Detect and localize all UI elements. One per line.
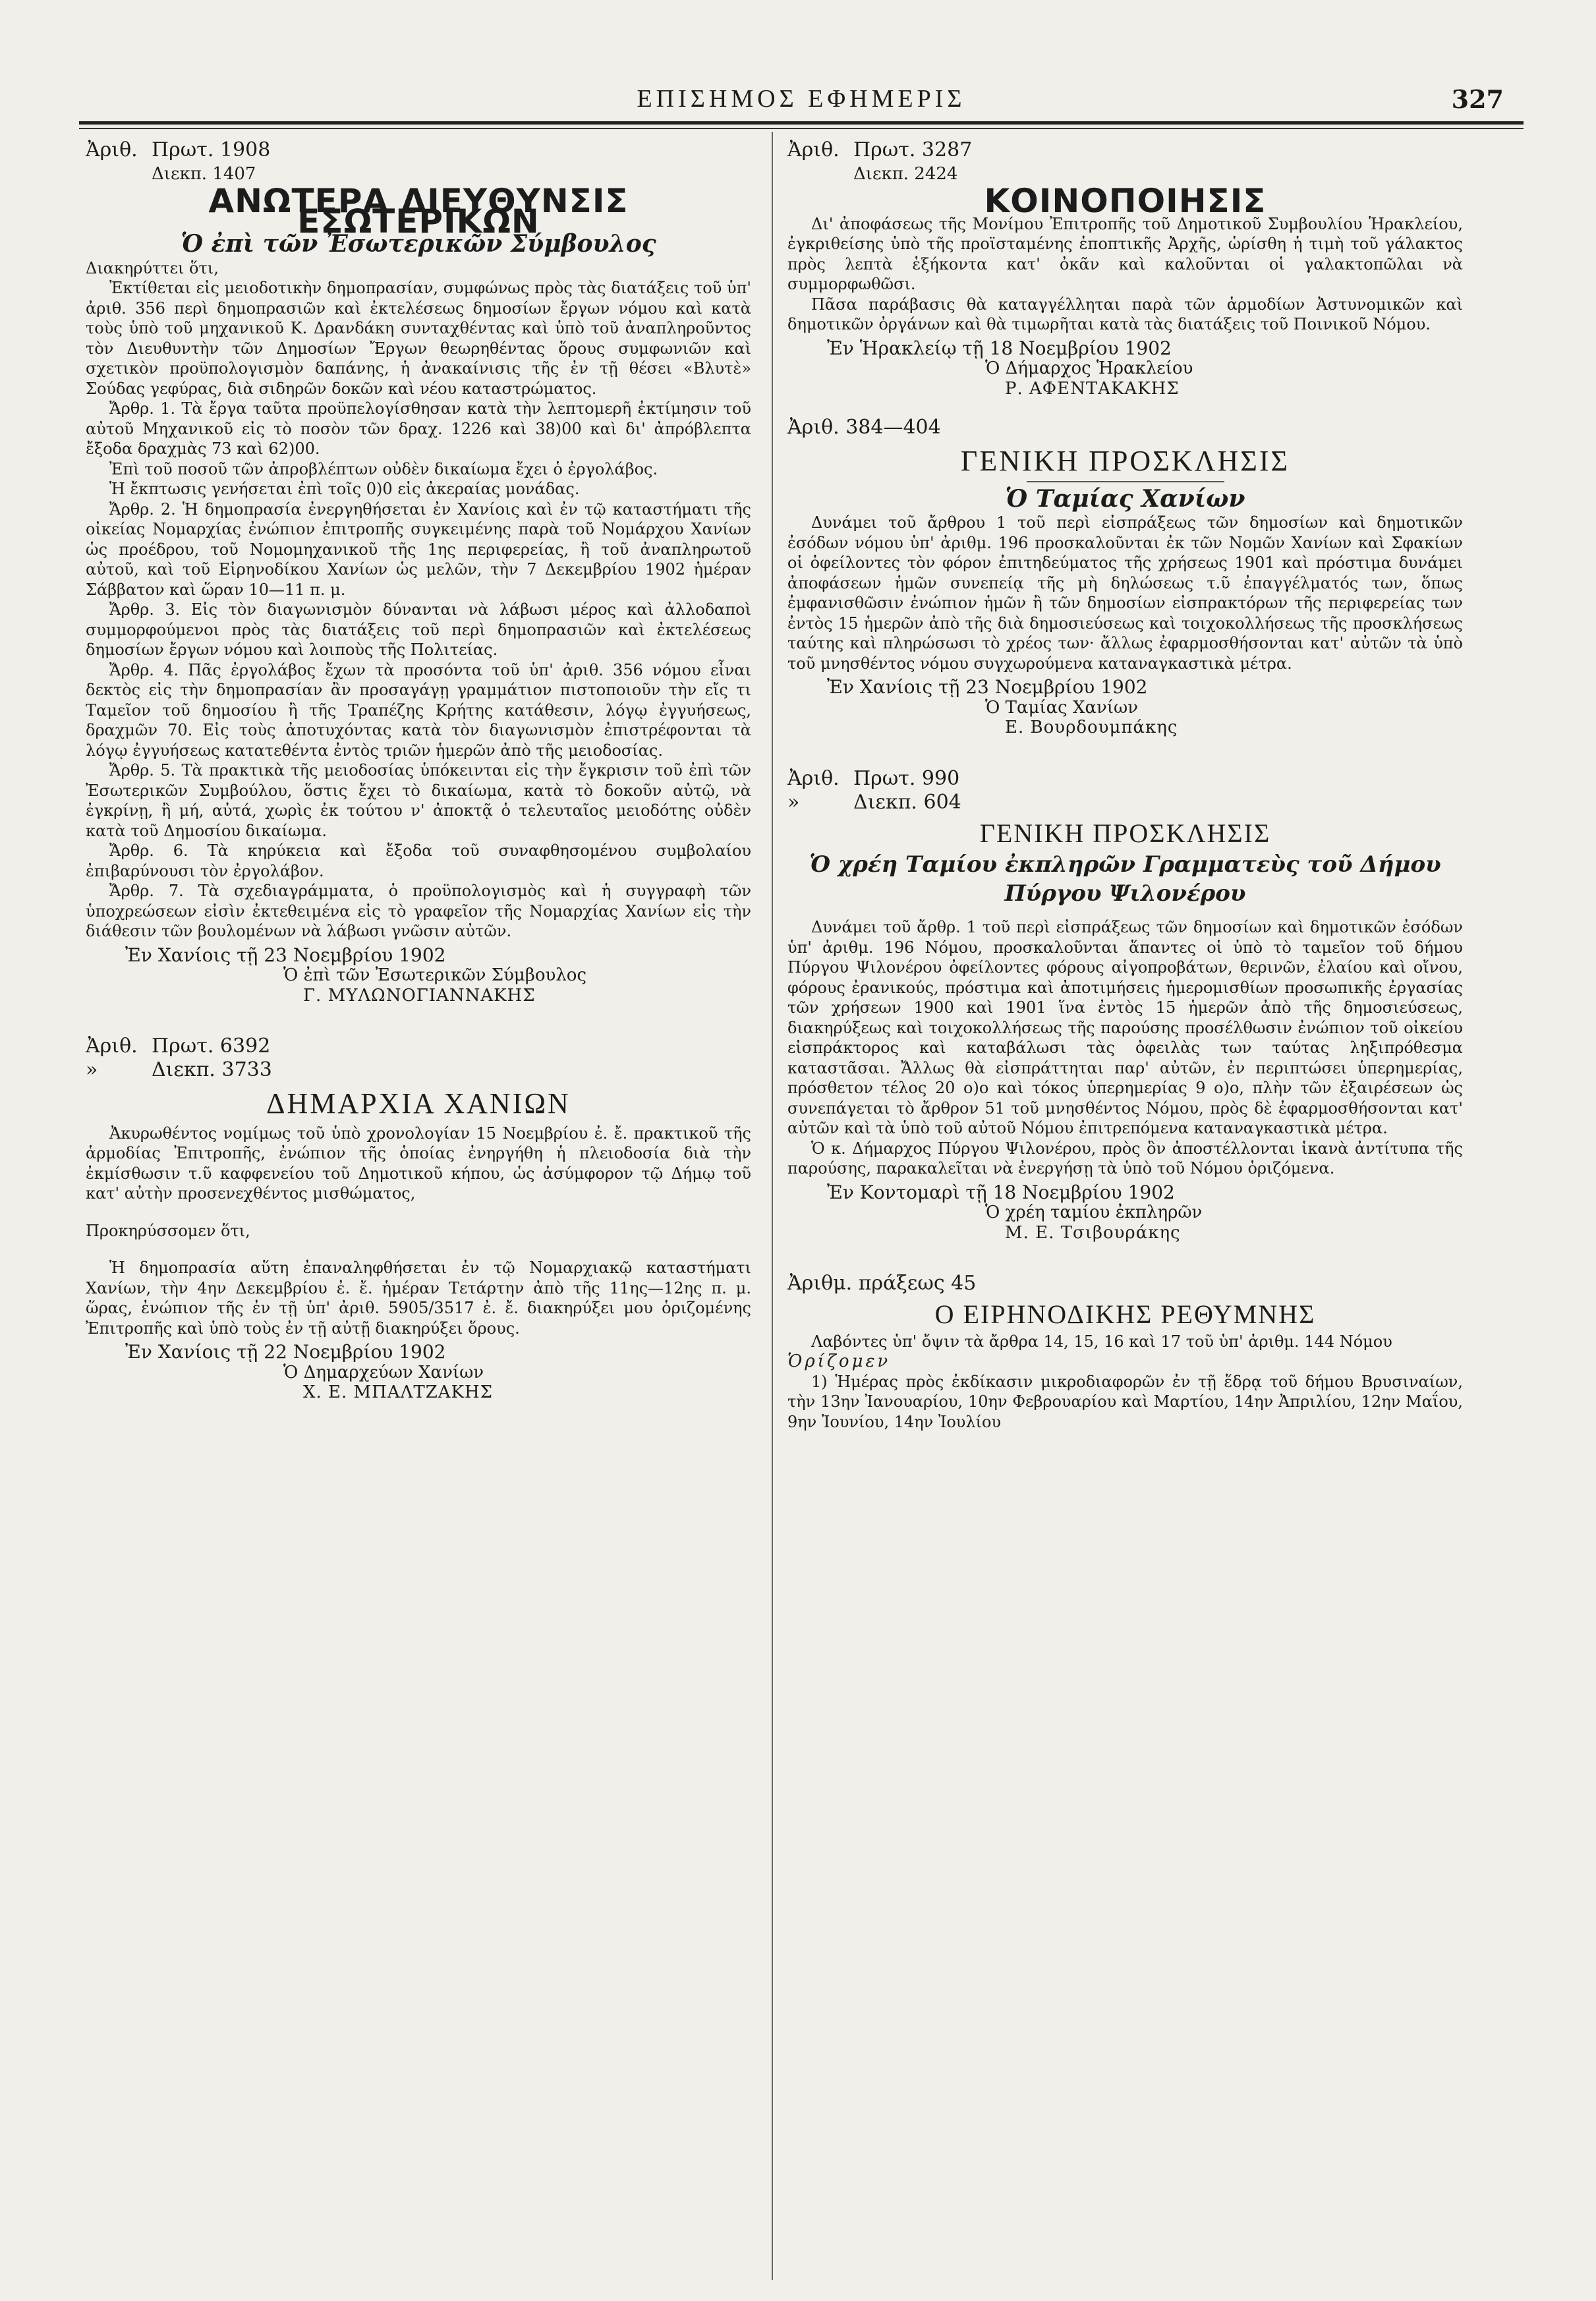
notice1-ref	[86, 138, 751, 186]
notice5-ref	[787, 767, 1463, 814]
divider	[1027, 481, 1224, 482]
ref-label: Ἀριθ.	[86, 1035, 138, 1058]
ref-prot: Πρωτ. 990	[853, 766, 960, 790]
header-rule	[79, 121, 1524, 125]
notice1-article1c: Ἡ ἔκπτωσις γενήσεται ἐπὶ τοῖς 0)0 εἰς ἀκεραίας μονάδας.	[109, 480, 580, 498]
notice1-article1: Ἄρθρ. 1. Τὰ ἔργα ταῦτα προϋπελογίσθησαν κατὰ τὴν λεπτομερῆ ἐκτίμησιν τοῦ αὐτοῦ Μηχανικοῦ εἰς τὸ ποσὸν τῶν δραχ. 1226 καὶ 38)00 καὶ δι' ἀπρόβλεπτα ἔξοδα δραχμὰς 73 καὶ 62)00.	[86, 399, 751, 458]
notice5-signature-title: Ὁ χρέη ταμίου ἐκπληρῶν	[985, 1203, 1203, 1222]
notice2-ref	[86, 1035, 751, 1082]
ref-mark: »	[787, 790, 800, 814]
notice1-article5: Ἄρθρ. 5. Τὰ πρακτικὰ τῆς μειοδοσίας ὑπόκεινται εἰς τὴν ἔγκρισιν τοῦ ἐπὶ τῶν Ἐσωτερικῶν Συμβούλου, ὅστις ἔχει τὸ δικαίωμα, κατὰ τὸ δοκοῦν αὐτῷ, νὰ ἐγκρίνῃ, ἢ μή, αὐτά, χωρὶς ἐκ τούτου ν' ἀποκτᾷ ὁ τελευταῖος μειοδότης οὐδὲν κατὰ τοῦ Δημοσίου δικαίωμα.	[86, 761, 751, 840]
notice3-paragraph2: Πᾶσα παράβασις θὰ καταγγέλληται παρὰ τῶν ἁρμοδίων Ἀστυνομικῶν καὶ δημοτικῶν ὀργάνων καὶ θὰ τιμωρῆται κατὰ τὰς διατάξεις τοῦ Ποινικοῦ Νόμου.	[787, 295, 1463, 333]
ref-prot: Πρωτ. 1908	[152, 138, 271, 161]
ref-label: Ἀριθ.	[787, 766, 840, 790]
notice1-heading: ΑΝΩΤΕΡΑ ΔΙΕΥΘΥΝΣΙΣ ΕΣΩΤΕΡΙΚΩΝ	[208, 182, 629, 241]
notice1-article3: Ἄρθρ. 3. Εἰς τὸν διαγωνισμὸν δύνανται νὰ λάβωσι μέρος καὶ ἀλλοδαποὶ συμμορφούμενοι πρὸς τὰς διατάξεις τοῦ περὶ δημοπρασιῶν καὶ ἐκτελέσεως δημοσίων ἔργων νόμου καὶ λοιποὺς τῆς Πολιτείας.	[86, 600, 751, 659]
notice6-ref: Ἀριθμ. πράξεως 45	[787, 1272, 977, 1295]
ref-label: Ἀριθ.	[86, 138, 138, 161]
page-number: 327	[1451, 84, 1504, 114]
notice6-paragraph2: 1) Ἡμέρας πρὸς ἐκδίκασιν μικροδιαφορῶν ἐν τῇ ἕδρᾳ τοῦ δήμου Βρυσιναίων, τὴν 13ην Ἰανουαρίου, 10ην Φεβρουαρίου καὶ Μαρτίου, 14ην Ἀπριλίου, 12ην Μαΐου, 9ην Ἰουνίου, 14ην Ἰουλίου	[787, 1372, 1463, 1431]
notice3-signature-title: Ὁ Δήμαρχος Ἡρακλείου	[985, 358, 1193, 378]
notice2-signature-title: Ὁ Δημαρχεύων Χανίων	[283, 1362, 484, 1382]
notice3-paragraph: Δι' ἀποφάσεως τῆς Μονίμου Ἐπιτροπῆς τοῦ Δημοτικοῦ Συμβουλίου Ἡρακλείου, ἐγκριθείσης ὑπὸ τῆς προϊσταμένης ἐποπτικῆς Ἀρχῆς, ὡρίσθη ἡ τιμὴ τοῦ γάλακτος πρὸς λεπτὰ ἑξήκοντα κατ' ὀκᾶν καὶ καλοῦνται οἱ γαλακτοπῶλαι νὰ συμμορφωθῶσι.	[787, 214, 1463, 293]
notice4-signature-title: Ὁ Ταμίας Χανίων	[985, 697, 1139, 718]
page-header	[79, 84, 1524, 121]
notice1-article2: Ἄρθρ. 2. Ἡ δημοπρασία ἐνεργηθήσεται ἐν Χανίοις καὶ ἐν τῷ καταστήματι τῆς οἰκείας Νομαρχίας ἐνώπιον ἐπιτροπῆς συγκειμένης παρὰ τοῦ Νομάρχου Χανίων ὡς προέδρου, τοῦ Νομομηχανικοῦ τῆς 1ης περιφερείας, ἢ τοῦ ἀναπληρωτοῦ αὐτοῦ, καὶ τοῦ Εἰρηνοδίκου Χανίων ὡς μελῶν, τὴν 7 Δεκεμβρίου 1902 ἡμέραν Σάββατον καὶ ὥραν 10—11 π. μ.	[86, 499, 751, 599]
notice1-signature-title: Ὁ ἐπὶ τῶν Ἐσωτερικῶν Σύμβουλος	[283, 965, 587, 985]
column-divider	[772, 132, 773, 2280]
ref-diekp: Διεκπ. 2424	[853, 164, 958, 184]
notice4-subheading: Ὁ Ταμίας Χανίων	[1005, 484, 1245, 513]
notice1-date: Ἐν Χανίοις τῇ 23 Νοεμβρίου 1902	[125, 944, 446, 966]
left-column	[86, 138, 751, 1403]
notice5-subheading: Ὁ χρέη Ταμίου ἐκπληρῶν Γραμματεὺς τοῦ Δήμου Πύργου Ψιλονέρου	[809, 851, 1441, 907]
notice4-paragraph: Δυνάμει τοῦ ἄρθρου 1 τοῦ περὶ εἰσπράξεως τῶν δημοσίων καὶ δημοτικῶν ἐσόδων νόμου ὑπ' ἀριθμ. 196 προσκαλοῦνται ἐκ τῶν Νομῶν Χανίων καὶ Σφακίων οἱ ὀφείλοντες τὸν φόρον ἐπιτηδεύματος τῆς χρήσεως 1901 καὶ πρόστιμα δυνάμει ἀποφάσεων ἡμῶν συνεπείᾳ τῆς μὴ δηλώσεως τ.ῦ ἐπαγγέλματός των, ὅπως ἐμφανισθῶσιν ἐνώπιον ἡμῶν ἢ τῶν δημοσίων εἰσπρακτόρων τῆς περιφερείας των ἐντὸς 15 ἡμερῶν ἀπὸ τῆς διὰ δημοσιεύσεως καὶ τοιχοκολλήσεως τῆς προσκλήσεως ταύτης καὶ πληρώσωσι τὸ χρέος των· ἄλλως ἐφαρμοσθήσονται κατ' αὐτῶν τὰ ὑπὸ τοῦ μνησθέντος νόμου συγχωρούμενα καταναγκαστικὰ μέτρα.	[787, 513, 1463, 673]
notice2-date: Ἐν Χανίοις τῇ 22 Νοεμβρίου 1902	[125, 1341, 446, 1363]
notice1-signature-name: Γ. ΜΥΛΩΝΟΓΙΑΝΝΑΚΗΣ	[303, 985, 536, 1006]
notice2-paragraph: Ἀκυρωθέντος νομίμως τοῦ ὑπὸ χρονολογίαν 15 Νοεμβρίου ἐ. ἔ. πρακτικοῦ τῆς ἁρμοδίας Ἐπιτροπῆς, ἐνώπιον τῆς ὁποίας ἐνηργήθη ἡ πλειοδοσία διὰ τὴν ἐκμίσθωσιν τ.ῦ καφφενείου τοῦ Δημοτικοῦ κήπου, ὡς ἀσύμφορον τῷ Δήμῳ τοῦ κατ' αὐτὴν προσενεχθέντος μισθώματος,	[86, 1123, 751, 1203]
notice5-paragraph: Δυνάμει τοῦ ἄρθρ. 1 τοῦ περὶ εἰσπράξεως τῶν δημοσίων καὶ δημοτικῶν ἐσόδων ὑπ' ἀριθμ. 196 Νόμου, προσκαλοῦνται ἅπαντες οἱ ὑπὸ τὸ ταμεῖον τοῦ δήμου Πύργου Ψιλονέρου ὀφείλοντες φόρους αἰγοπροβάτων, θερινῶν, ἐλαίου καὶ οἴνου, φόρους ἐρανικούς, πρόστιμα καὶ ἀποτιμήσεις ἡμερομισθίων προσωπικῆς ἐργασίας τῶν χρήσεων 1900 καὶ 1901 ἵνα ἐντὸς 15 ἡμερῶν ἀπὸ τῆς δημοσιεύσεως, διακηρύξεως καὶ τοιχοκολλήσεως τῆς παρούσης προσέλθωσιν ἐνώπιον τοῦ οἰκείου εἰσπράκτορος καὶ καταβάλωσι τὰς ὀφειλὰς των ταύτας ληξιπρόθεσμα καταστᾶσαι. Ἄλλως θὰ εἰσπράττηται παρ' αὐτῶν, ἐν περιπτώσει ὑπερημερίας, πρόσθετον τέλος 20 ο)ο καὶ τόκος ὑπερημερίας 9 ο)ο, πλὴν τῶν ἐξαιρέσεων ὡς συνεπάγεται τὸ ἄρθρον 51 τοῦ μνησθέντος Νόμου, πρὸς δὲ ἐφαρμοσθήσονται κατ' αὐτῶν καὶ τὰ ὑπὸ τοῦ αὐτοῦ Νόμου ἐπιτρεπόμενα καταναγκαστικὰ μέτρα.	[787, 918, 1463, 1137]
ref-diekp: Διεκπ. 604	[853, 790, 961, 814]
notice4-date: Ἐν Χανίοις τῇ 23 Νοεμβρίου 1902	[827, 676, 1148, 698]
ref-diekp: Διεκπ. 3733	[152, 1058, 272, 1081]
gazette-title: ΕΠΙΣΗΜΟΣ ΕΦΗΜΕΡΙΣ	[637, 85, 966, 113]
notice1-subheading: Ὁ ἐπὶ τῶν Ἐσωτερικῶν Σύμβουλος	[181, 230, 656, 258]
notice6-paragraph: Λαβόντες ὑπ' ὄψιν τὰ ἄρθρα 14, 15, 16 καὶ 17 τοῦ ὑπ' ἀριθμ. 144 Νόμου	[811, 1332, 1392, 1351]
notice6-heading: Ο ΕΙΡΗΝΟΔΙΚΗΣ ΡΕΘΥΜΝΗΣ	[934, 1299, 1316, 1329]
notice5-date: Ἐν Κοντομαρὶ τῇ 18 Νοεμβρίου 1902	[827, 1181, 1175, 1203]
notice1-intro: Διακηρύττει ὅτι,	[86, 258, 219, 277]
ref-prot: Πρωτ. 3287	[853, 138, 973, 161]
notice3-heading: ΚΟΙΝΟΠΟΙΗΣΙΣ	[984, 182, 1267, 220]
notice1-article1b: Ἐπὶ τοῦ ποσοῦ τῶν ἀπροβλέπτων οὐδὲν δικαίωμα ἔχει ὁ ἐργολάβος.	[109, 459, 658, 478]
notice1-paragraph: Ἐκτίθεται εἰς μειοδοτικὴν δημοπρασίαν, συμφώνως πρὸς τὰς διατάξεις τοῦ ὑπ' ἀριθ. 356 περὶ δημοπρασιῶν καὶ ἐκτελέσεως δημοσίων ἔργων νόμου καὶ κατὰ τοὺς ὑπὸ τοῦ μηχανικοῦ Κ. Δρανδάκη συνταχθέντας καὶ ὑπὸ τοῦ ἀναπληροῦντος τὸν Διευθυντὴν τῶν Δημοσίων Ἔργων θεωρηθέντας ὅρους συμφωνιῶν καὶ σχετικὸν προϋπολογισμὸν δαπάνης, ἡ ἀνακαίνισις τῆς ἐν τῇ θέσει «Βλυτὲ» Σούδας γεφύρας, διὰ σιδηρῶν δοκῶν καὶ νέου καταστρώματος.	[86, 279, 751, 398]
notice1-article6: Ἄρθρ. 6. Τὰ κηρύκεια καὶ ἔξοδα τοῦ συναφθησομένου συμβολαίου ἐπιβαρύνουσι τὸν ἐργολάβον.	[86, 841, 751, 880]
notice5-signature-name: Μ. Ε. Τσιβουράκης	[1005, 1222, 1181, 1243]
notice4-ref: Ἀριθ. 384—404	[787, 416, 941, 439]
ref-mark: »	[86, 1058, 98, 1081]
notice2-signature-name: Χ. Ε. ΜΠΑΛΤΖΑΚΗΣ	[303, 1382, 494, 1402]
notice1-article4: Ἄρθρ. 4. Πᾶς ἐργολάβος ἔχων τὰ προσόντα τοῦ ὑπ' ἀριθ. 356 νόμου εἶναι δεκτὸς εἰς τὴν δημοπρασίαν ἂν προσαγάγῃ γραμμάτιον πιστοποιοῦν τὴν εἴς τι Ταμεῖον τοῦ δημοσίου ἢ τῆς Τραπέζης Κρήτης κατάθεσιν, λόγῳ ἐγγυήσεως, δραχμῶν 70. Εἰς τοὺς ἀποτυχόντας κατὰ τὸν διαγωνισμὸν ἐπιστρέφονται τὰ λόγῳ ἐγγυήσεως κατατεθέντα ἐντὸς τριῶν ἡμερῶν ἀπὸ τῆς μειοδοσίας.	[86, 660, 751, 760]
ref-diekp: Διεκπ. 1407	[152, 164, 256, 184]
notice5-paragraph2: Ὁ κ. Δήμαρχος Πύργου Ψιλονέρου, πρὸς ὃν ἀποστέλλονται ἱκανὰ ἀντίτυπα τῆς παρούσης, παρακαλεῖται νὰ ἐνεργήσῃ τὰ ὑπὸ τοῦ Νόμου ὁριζόμενα.	[787, 1139, 1463, 1178]
header-rule-thin	[79, 128, 1524, 129]
notice2-intro: Προκηρύσσομεν ὅτι,	[86, 1221, 250, 1240]
notice1-article7: Ἄρθρ. 7. Τὰ σχεδιαγράμματα, ὁ προϋπολογισμὸς καὶ ἡ συγγραφὴ τῶν ὑποχρεώσεων εἰσὶν ἐκτεθειμένα εἰς τὸ γραφεῖον τῆς Νομαρχίας Χανίων εἰς τὴν διάθεσιν τῶν βουλομένων νὰ λάβωσι γνῶσιν αὐτῶν.	[86, 882, 751, 940]
notice3-ref	[787, 138, 1463, 186]
notice4-signature-name: Ε. Βουρδουμπάκης	[1005, 718, 1178, 737]
notice6-spaced-word: Ὁρίζομεν	[787, 1351, 891, 1371]
right-column	[787, 138, 1463, 1432]
notice3-date: Ἐν Ἡρακλείῳ τῇ 18 Νοεμβρίου 1902	[827, 337, 1172, 359]
notice3-signature-name: Ρ. ΑΦΕΝΤΑΚΑΚΗΣ	[1005, 378, 1180, 399]
notice5-heading: ΓΕΝΙΚΗ ΠΡΟΣΚΛΗΣΙΣ	[979, 818, 1271, 848]
ref-prot: Πρωτ. 6392	[152, 1035, 271, 1058]
notice2-paragraph2: Ἡ δημοπρασία αὕτη ἐπαναληφθήσεται ἐν τῷ Νομαρχιακῷ καταστήματι Χανίων, τὴν 4ην Δεκεμβρίου ἐ. ἔ. ἡμέραν Τετάρτην ἀπὸ τῆς 11ης—12ης π. μ. ὥρας, ἐνώπιον τῆς ἐν τῇ ὑπ' ἀριθ. 5905/3517 ἐ. ἔ. διακηρύξει μου ὁριζομένης Ἐπιτροπῆς καὶ ὑπὸ τοὺς ἐν τῇ αὐτῇ διακηρύξει ὅρους.	[86, 1259, 751, 1338]
ref-label: Ἀριθ.	[787, 138, 840, 161]
notice4-heading: ΓΕΝΙΚΗ ΠΡΟΣΚΛΗΣΙΣ	[960, 445, 1290, 477]
notice2-heading: ΔΗΜΑΡΧΙΑ ΧΑΝΙΩΝ	[266, 1087, 571, 1120]
